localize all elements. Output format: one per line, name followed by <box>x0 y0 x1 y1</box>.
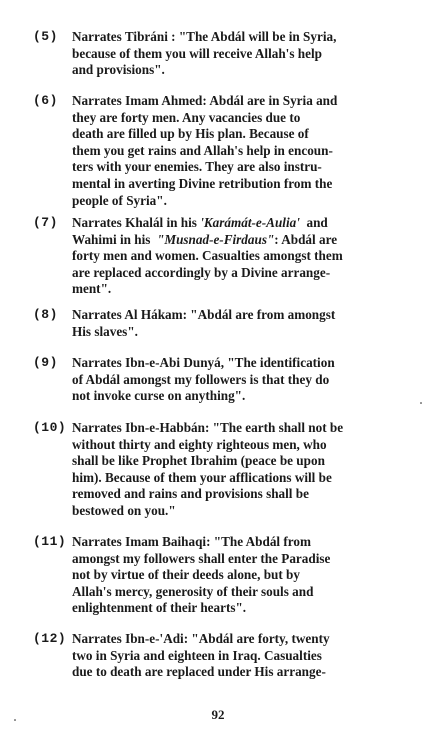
text-line: mental in averting Divine retribution from the <box>72 175 333 191</box>
scan-speck <box>14 719 16 721</box>
entry-number: (10) <box>33 420 67 435</box>
text-line: Wahimi in his "Musnad-e-Firdaus": Abdál are <box>72 231 338 247</box>
text-line: death are filled up by His plan. Because of <box>72 126 309 142</box>
entry-number: (7) <box>33 215 58 230</box>
text-line: due to death are replaced under His arrange- <box>72 664 326 680</box>
text-line: His slaves". <box>72 323 138 339</box>
entry-text <box>72 215 404 298</box>
text-line: Narrates Tibráni : "The Abdál will be in Syria, <box>72 29 337 44</box>
text-line: are replaced accordingly by a Divine arrange- <box>72 264 331 280</box>
text-line: removed and rains and provisions shall be <box>72 486 309 502</box>
text-line: Narrates Imam Baihaqi: "The Abdál from <box>72 534 311 549</box>
entry-text <box>72 93 404 209</box>
entry-number: (9) <box>33 355 58 370</box>
text-line: Narrates Ibn-e-Habbán: "The earth shall not be <box>72 420 344 435</box>
scan-speck <box>420 402 422 404</box>
entry-text <box>72 355 404 405</box>
text-line: them you get rains and Allah's help in encoun- <box>72 142 333 158</box>
text-line: because of them you will receive Allah's help <box>72 45 322 61</box>
text-line: him). Because of them your afflications will be <box>72 469 332 485</box>
entry-number: (11) <box>33 534 67 549</box>
text-line: without thirty and eighty righteous men, who <box>72 436 327 452</box>
entry-text <box>72 420 404 520</box>
text-line: and provisions". <box>72 62 165 78</box>
text-line: enlightenment of their hearts". <box>72 600 247 616</box>
entry-text <box>72 29 404 79</box>
text-line: Narrates Ibn-e-'Adi: "Abdál are forty, twenty <box>72 631 330 646</box>
text-line: two in Syria and eighteen in Iraq. Casualties <box>72 647 322 663</box>
text-line: people of Syria". <box>72 192 167 208</box>
text-line: forty men and women. Casualties amongst them <box>72 248 343 264</box>
text-line: they are forty men. Any vacancies due to <box>72 109 301 125</box>
entry-number: (5) <box>33 29 58 44</box>
text-line: bestowed on you." <box>72 502 176 518</box>
text-line: ment". <box>72 281 112 297</box>
text-line: Narrates Ibn-e-Abi Dunyá, "The identification <box>72 355 335 370</box>
text-line: Narrates Khalál in his 'Karámát-e-Aulia' and <box>72 215 328 230</box>
text-line: ters with your enemies. They are also instru- <box>72 159 322 175</box>
text-line: of Abdál amongst my followers is that they do <box>72 371 330 387</box>
entry-number: (6) <box>33 93 58 108</box>
text-line: Narrates Imam Ahmed: Abdál are in Syria and <box>72 93 338 108</box>
entry-text <box>72 631 404 681</box>
entry-text <box>72 534 404 617</box>
text-line: shall be like Prophet Ibrahim (peace be upon <box>72 453 325 469</box>
text-line: not by virtue of their deeds alone, but by <box>72 567 300 583</box>
page-number: 92 <box>211 707 225 722</box>
book-title: 'Karámát-e-Aulia' <box>200 215 300 230</box>
book-title: "Musnad-e-Firdaus" <box>157 231 275 247</box>
entry-number: (12) <box>33 631 67 646</box>
text-line: not invoke curse on anything". <box>72 388 246 404</box>
entry-number: (8) <box>33 307 58 322</box>
entry-text <box>72 307 404 340</box>
text-line: amongst my followers shall enter the Paradise <box>72 550 331 566</box>
text-line: Narrates Al Hákam: "Abdál are from amongst <box>72 307 336 322</box>
text-line: Allah's mercy, generosity of their souls and <box>72 583 314 599</box>
